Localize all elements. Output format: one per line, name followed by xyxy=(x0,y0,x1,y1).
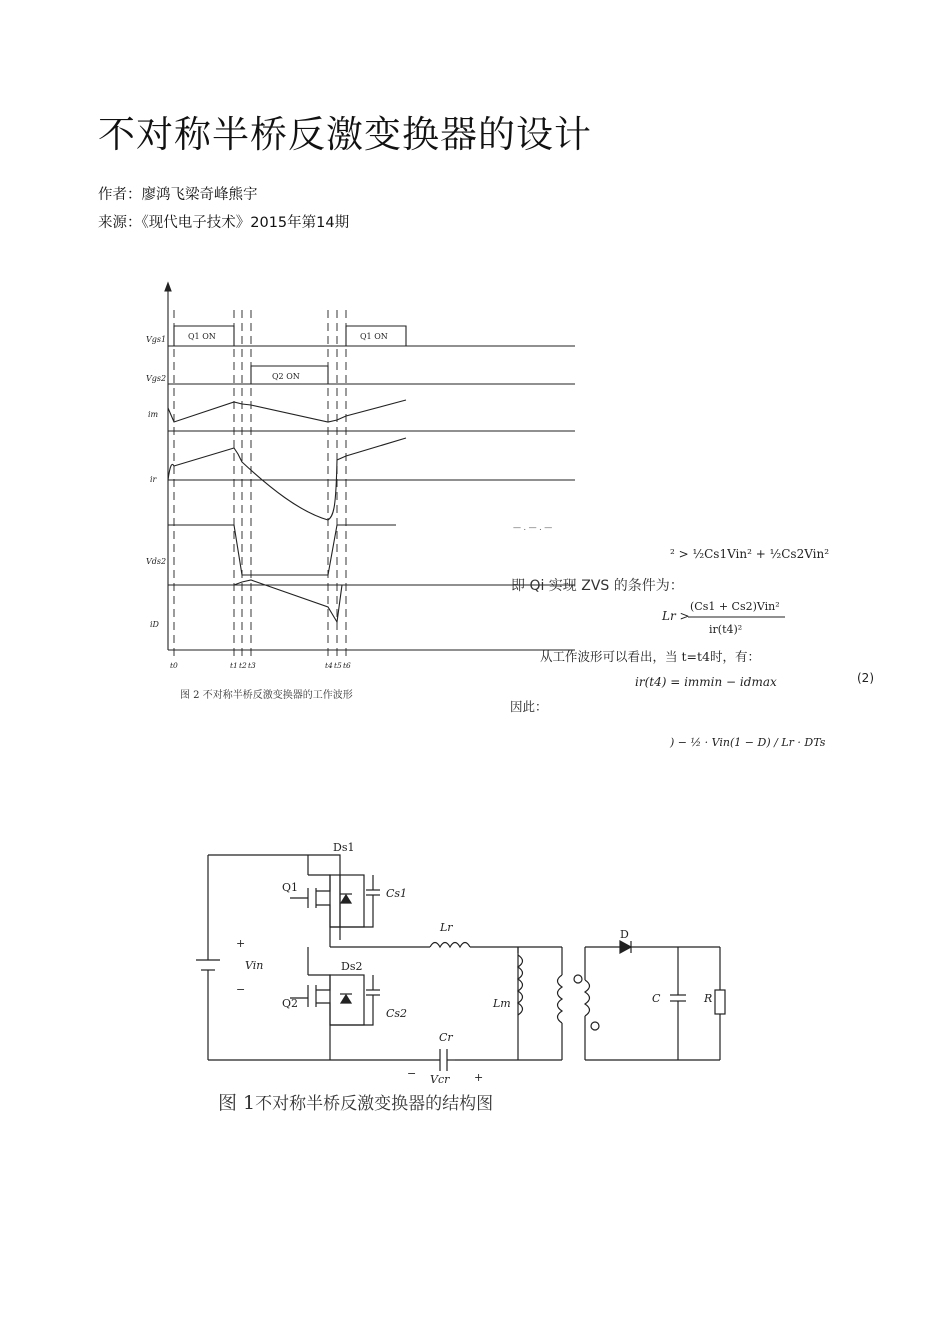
pulse-label-q1: Q1 ON xyxy=(188,332,216,341)
cropped-header: — . — . — xyxy=(513,523,553,532)
equation-number: (2) xyxy=(857,671,874,685)
label-q2: Q2 xyxy=(282,997,299,1010)
signal-label-vds2: Vds2 xyxy=(146,557,167,566)
label-vcr: Vcr xyxy=(430,1073,450,1086)
label-plus: + xyxy=(236,937,246,950)
figure1-caption xyxy=(218,1088,493,1115)
signal-label-im: im xyxy=(148,410,159,419)
equation-2-denominator: ir(t4)² xyxy=(709,623,743,636)
therefore-label: 因此： xyxy=(510,699,548,714)
waveform-text: 从工作波形可以看出，当 t=t4时，有： xyxy=(540,649,760,664)
signal-label-vgs2: Vgs2 xyxy=(146,374,167,383)
author-line: 作者：廖鸿飞梁奇峰熊宇 xyxy=(98,187,258,203)
time-label-t5: t5 xyxy=(334,661,342,670)
label-c: C xyxy=(652,992,661,1005)
equations-panel xyxy=(505,520,830,760)
label-minus: − xyxy=(236,983,246,996)
label-lr: Lr xyxy=(440,921,453,934)
time-label-t3: t3 xyxy=(248,661,256,670)
pulse-label-q1b: Q1 ON xyxy=(360,332,388,341)
label-ds1: Ds1 xyxy=(333,841,355,854)
zvs-condition-text: 即 Qi 实现 ZVS 的条件为： xyxy=(511,578,684,594)
label-vcr-plus: + xyxy=(474,1071,484,1084)
time-label-t4: t4 xyxy=(325,661,333,670)
signal-label-vgs1: Vgs1 xyxy=(146,335,167,344)
time-label-t6: t6 xyxy=(343,661,351,670)
document-title: 不对称半桥反激变换器的设计 xyxy=(98,113,592,156)
label-cr: Cr xyxy=(439,1031,453,1044)
figure1-caption-number: 图 1 xyxy=(218,1092,256,1114)
label-q1: Q1 xyxy=(282,881,299,894)
time-label-t0: t0 xyxy=(170,661,178,670)
label-ds2: Ds2 xyxy=(341,960,363,973)
label-lm: Lm xyxy=(493,997,511,1010)
label-cs2: Cs2 xyxy=(386,1007,408,1020)
figure2-caption: 图 2 不对称半桥反激变换器的工作波形 xyxy=(180,690,353,701)
label-cs1: Cs1 xyxy=(386,887,408,900)
signal-label-ir: ir xyxy=(150,475,157,484)
figure1-circuit xyxy=(190,835,730,1095)
equation-4: ) − ½ · Vin(1 − D) / Lr · DTs xyxy=(670,736,826,749)
figure1-caption-text: 不对称半桥反激变换器的结构图 xyxy=(255,1094,494,1114)
equation-2-lhs: Lr > xyxy=(662,609,690,623)
source-line: 来源：《现代电子技术》2015年第14期 xyxy=(98,215,350,231)
pulse-label-q2: Q2 ON xyxy=(272,372,300,381)
label-d: D xyxy=(620,928,629,941)
equation-3: ir(t4) = immin − idmax xyxy=(635,675,777,689)
label-r: R xyxy=(704,992,713,1005)
time-label-t1: t1 xyxy=(230,661,238,670)
label-vcr-minus: − xyxy=(407,1067,417,1080)
time-label-t2: t2 xyxy=(239,661,247,670)
equation-1: ² > ½Cs1Vin² + ½Cs2Vin² xyxy=(670,547,830,561)
equation-2-numerator: (Cs1 + Cs2)Vin² xyxy=(690,600,780,613)
label-vin: Vin xyxy=(245,959,264,972)
signal-label-id: iD xyxy=(150,620,159,629)
